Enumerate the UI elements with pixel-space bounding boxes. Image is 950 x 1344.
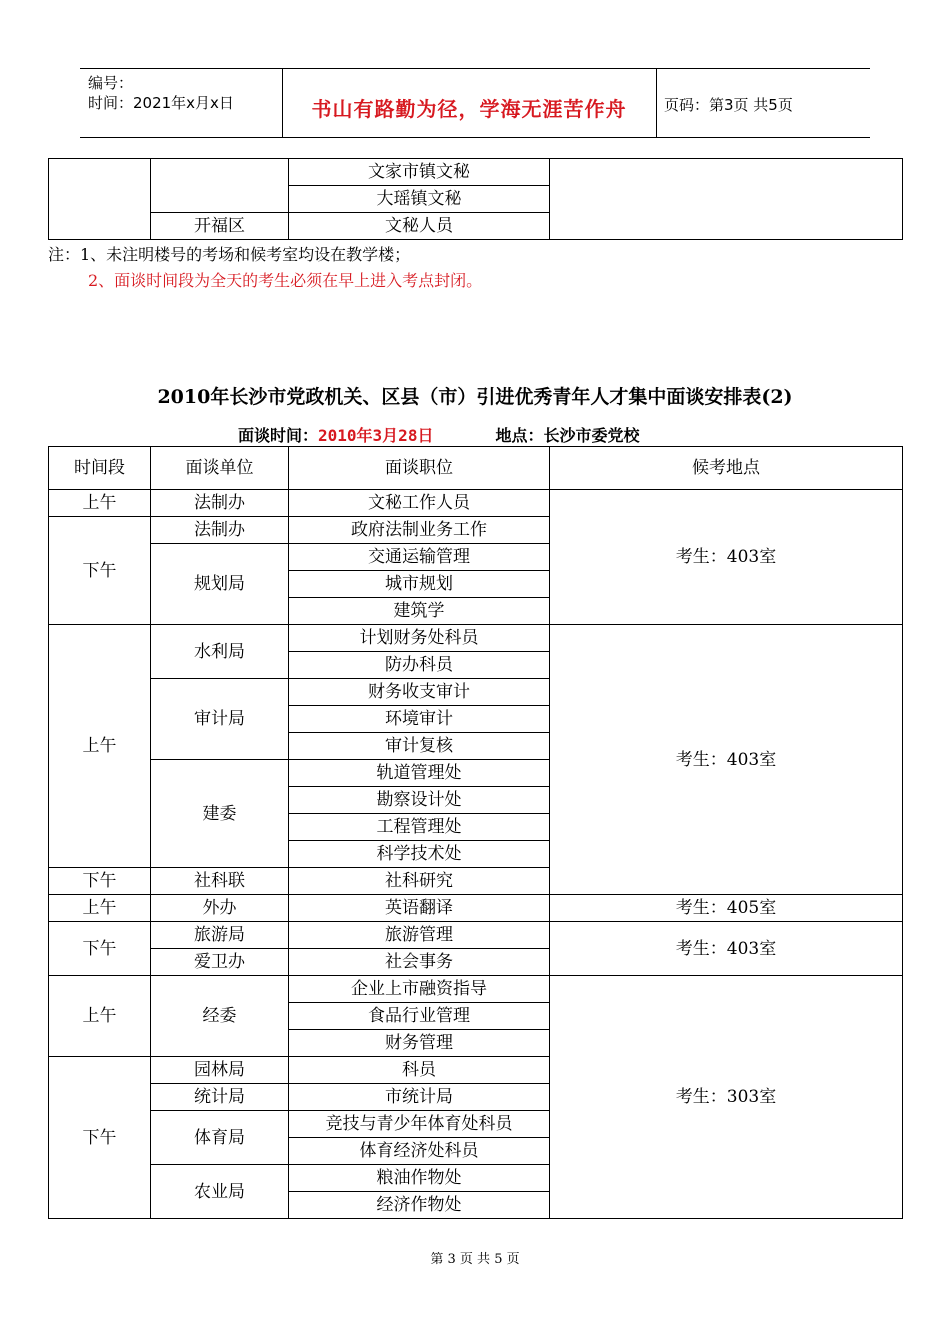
location-cell: 考生：303室 [550, 976, 903, 1219]
table-cell: 文家市镇文秘 [289, 159, 550, 186]
location-cell: 考生：403室 [550, 490, 903, 625]
schedule-table [48, 446, 903, 1219]
position-cell: 旅游管理 [289, 922, 550, 949]
position-cell: 科学技术处 [289, 841, 550, 868]
unit-cell: 水利局 [151, 625, 289, 679]
table-cell [151, 159, 289, 213]
unit-cell: 体育局 [151, 1111, 289, 1165]
position-cell: 防办科员 [289, 652, 550, 679]
table-cell [550, 159, 903, 240]
header-motto: 书山有路勤为径，学海无涯苦作舟 [311, 97, 627, 121]
unit-cell: 审计局 [151, 679, 289, 760]
position-cell: 粮油作物处 [289, 1165, 550, 1192]
position-cell: 英语翻译 [289, 895, 550, 922]
time-cell: 上午 [49, 976, 151, 1057]
unit-cell: 园林局 [151, 1057, 289, 1084]
date-label: 时间：2021年x月x日 [88, 94, 234, 112]
unit-cell: 统计局 [151, 1084, 289, 1111]
time-cell: 上午 [49, 625, 151, 868]
time-cell: 上午 [49, 490, 151, 517]
position-cell: 科员 [289, 1057, 550, 1084]
unit-cell: 法制办 [151, 517, 289, 544]
table-header-row [49, 447, 903, 490]
unit-cell: 规划局 [151, 544, 289, 625]
time-cell: 下午 [49, 868, 151, 895]
place-label: 地点：长沙市委党校 [495, 426, 640, 445]
unit-cell: 法制办 [151, 490, 289, 517]
column-header: 面谈单位 [151, 447, 289, 490]
page-footer: 第 3 页 共 5 页 [430, 1252, 520, 1267]
table-row [49, 159, 903, 186]
table-row [49, 625, 903, 652]
column-header: 时间段 [49, 447, 151, 490]
time-cell: 上午 [49, 895, 151, 922]
time-cell: 下午 [49, 1057, 151, 1219]
continued-table [48, 158, 903, 240]
position-cell: 工程管理处 [289, 814, 550, 841]
position-cell: 审计复核 [289, 733, 550, 760]
position-cell: 轨道管理处 [289, 760, 550, 787]
header-divider [656, 69, 657, 137]
unit-cell: 外办 [151, 895, 289, 922]
time-cell: 下午 [49, 517, 151, 625]
position-cell: 食品行业管理 [289, 1003, 550, 1030]
position-cell: 社科研究 [289, 868, 550, 895]
position-cell: 社会事务 [289, 949, 550, 976]
column-header: 候考地点 [550, 447, 903, 490]
position-cell: 政府法制业务工作 [289, 517, 550, 544]
position-cell: 财务收支审计 [289, 679, 550, 706]
location-cell: 考生：403室 [550, 922, 903, 976]
unit-cell: 社科联 [151, 868, 289, 895]
document-title: 2010年长沙市党政机关、区县（市）引进优秀青年人才集中面谈安排表(2) [157, 386, 793, 408]
note-2: 2、面谈时间段为全天的考生必须在早上进入考点封闭。 [88, 271, 483, 290]
header-left [88, 73, 234, 113]
unit-cell: 旅游局 [151, 922, 289, 949]
table-row [49, 976, 903, 1003]
table-row [49, 895, 903, 922]
table-row [49, 490, 903, 517]
position-cell: 财务管理 [289, 1030, 550, 1057]
note-1: 注：1、未注明楼号的考场和候考室均设在教学楼； [48, 245, 411, 264]
page-header [80, 68, 870, 138]
header-page-info: 页码：第3页 共5页 [664, 96, 793, 114]
location-cell: 考生：405室 [550, 895, 903, 922]
unit-cell: 爱卫办 [151, 949, 289, 976]
unit-cell: 建委 [151, 760, 289, 868]
position-cell: 企业上市融资指导 [289, 976, 550, 1003]
position-cell: 勘察设计处 [289, 787, 550, 814]
position-cell: 建筑学 [289, 598, 550, 625]
position-cell: 体育经济处科员 [289, 1138, 550, 1165]
column-header: 面谈职位 [289, 447, 550, 490]
position-cell: 交通运输管理 [289, 544, 550, 571]
table-cell: 大瑶镇文秘 [289, 186, 550, 213]
table-cell: 开福区 [151, 213, 289, 240]
location-cell: 考生：403室 [550, 625, 903, 895]
position-cell: 文秘工作人员 [289, 490, 550, 517]
subtitle [238, 423, 639, 446]
table-row [49, 922, 903, 949]
number-label: 编号： [88, 74, 134, 92]
time-label: 面谈时间： [238, 426, 319, 445]
unit-cell: 经委 [151, 976, 289, 1057]
position-cell: 城市规划 [289, 571, 550, 598]
table-cell [49, 159, 151, 240]
position-cell: 经济作物处 [289, 1192, 550, 1219]
position-cell: 市统计局 [289, 1084, 550, 1111]
time-cell: 下午 [49, 922, 151, 976]
time-value: 2010年3月28日 [318, 426, 434, 445]
position-cell: 环境审计 [289, 706, 550, 733]
position-cell: 计划财务处科员 [289, 625, 550, 652]
position-cell: 竞技与青少年体育处科员 [289, 1111, 550, 1138]
table-cell: 文秘人员 [289, 213, 550, 240]
unit-cell: 农业局 [151, 1165, 289, 1219]
